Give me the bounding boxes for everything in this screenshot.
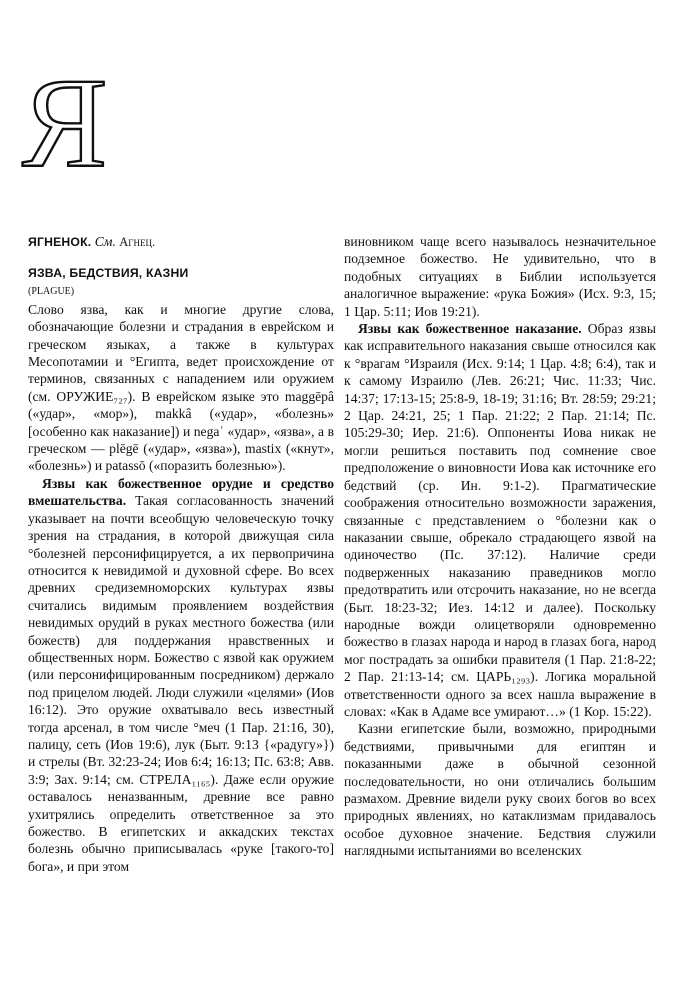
paragraph-continuation: виновником чаще всего называлось незначительное подземное божество. Не удивительно, что в подобных ситуациях в Библии используется аналогичное выражение: «рука Божия» (Исх. 9:3, 15; 1 Цар. 5:11; Иов 19:21).	[344, 234, 656, 319]
entry-lamb	[28, 233, 334, 251]
entry-title-plague-wrap	[28, 264, 334, 282]
left-column	[28, 233, 334, 875]
paragraph-divine-weapon-text: Такая согласованность значений указывает на почти всеобщую человеческую точку зрения на страдания, в которой движущая сила °болезней персонифицируется, а их первопричина относится к невидимой и духовной сфере. Во всех древних средиземноморских культурах язвы считались видимым проявлением воздействия невидимых орудий в руках местного божества (или божеств) для поддержания нравственных и общественных норм. Божество с язвой как оружием (или персонифицированным посредником) держало под прицелом людей. Люди служили «целями» (Иов 16:12). Это оружие охватывало весь известный тогда арсенал, в том числе °меч (1 Пар. 21:16, 30), палицу, сеть (Иов 19:6), лук (Быт. 9:13 {«радугу»}) и стрелы (Вт. 32:23-24; Иов 6:4; 16:13; Пс. 63:8; Авв. 3:9; Зах. 9:14; см. СТРЕЛА₁₁₆₅). Даже если оружие оставалось неназванным, древние все равно ухитрялись определить ответственное за это божество. В египетских и аккадских текстах болезнь обычно приписывалась «руке [такого-то] бога», и при этом	[28, 493, 334, 874]
subheading-divine-punishment: Язвы как божественное наказание.	[358, 321, 582, 337]
entry-original-term: (PLAGUE)	[28, 285, 75, 297]
cross-reference-link[interactable]: Агнец.	[119, 235, 156, 249]
paragraph-egyptian-plagues: Казни египетские были, возможно, природными бедствиями, привычными для египтян и показанными даже в обычной сезонной последовательности, но они отличались большим размахом. Древние видели руку своих богов во всех природных явлениях, но катаклизмам придавалось особое духовное значение. Бедствия служили наглядными испытаниями во вселенских	[344, 721, 656, 859]
paragraph-divine-punishment-text: Образ язвы как исправительного наказания свыше относился как к °врагам °Израиля (Исх. 9:14; 1 Цар. 4:8; 6:4), так и к самому Израилю (Лев. 26:21; Чис. 11:33; Чис. 14:37; 17:13-15; 25:8-9, 18-19; 31:16; Вт. 28:59; 29:21; 2 Цар. 24:21, 25; 1 Пар. 21:22; 2 Пар. 21:14; Пс. 105:29-30; Иер. 21:6). Оппоненты Иова никак не могли решиться поставить под сомнение свое предположение о виновности Иова как источнике его бедствий (ср. Ин. 9:1-2). Прагматические соображения относительно возможности заражения, связанные с представлением о °болезни как о наказании свыше, обрекало страдающего язвой на одиночество (Пс. 37:12). Наличие среди подверженных наказанию праведников могло предотвратить или отсрочить наказание, но не всегда (Быт. 18:23-32; Иез. 14:12 и далее). Поскольку народные вожди олицетворяли одновременно божество в глазах народа и народ в глазах бога, народ мог пострадать за ошибки правителя (1 Пар. 21:8-22; 2 Пар. 21:13-14; см. ЦАРЬ₁₂₉₃). Логика моральной ответственности одного за всех нашла выражение в словах: «Как в Адаме все умирают…» (1 Кор. 15:22).	[344, 321, 656, 719]
entry-title-lamb: ЯГНЕНОК.	[28, 235, 92, 249]
subheading-divine-weapon: Язвы как божественное орудие и средство вмешательства.	[28, 475, 334, 509]
see-label: См.	[94, 234, 116, 249]
paragraph-divine-punishment	[344, 320, 656, 720]
paragraph-divine-weapon	[28, 475, 334, 875]
entry-title-plague: ЯЗВА, БЕДСТВИЯ, КАЗНИ	[28, 266, 189, 281]
right-column	[344, 233, 656, 860]
paragraph-intro: Слово язва, как и многие другие слова, обозначающие болезни и страдания в еврейском и греческом языках, а также в культурах Месопотамии и °Египта, ведет происхождение от терминов, связанных с нападением или оружием (см. ОРУЖИЕ₇₂₇). В еврейском языке это maggēpâ («удар», «мор»), makkâ («удар», «болезнь» [особенно как наказание]) и negaʿ «удар», «язва», а в греческом — plēgē («удар», «язва»), mastix («кнут», «болезнь») и patassō («поразить болезнью»).	[28, 301, 334, 474]
drop-cap-letter: Я	[22, 52, 108, 194]
